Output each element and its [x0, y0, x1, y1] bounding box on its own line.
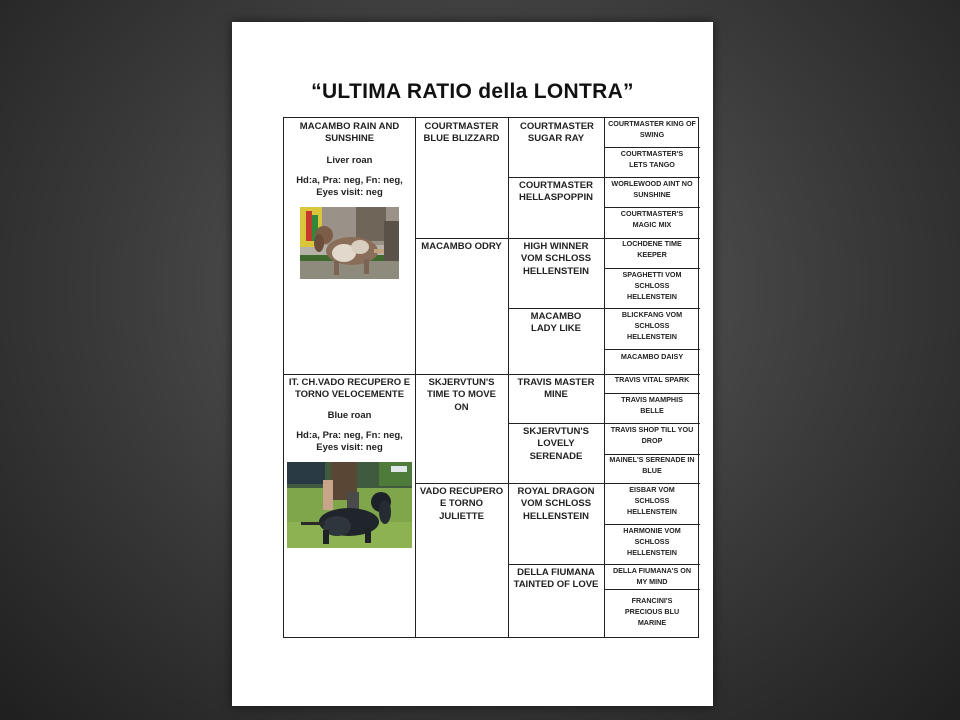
- row-divider: [604, 589, 700, 590]
- sire-health: Hd:a, Pra: neg, Fn: neg, Eyes visit: neg: [296, 175, 403, 199]
- row-divider: [415, 483, 700, 484]
- sire-color: Liver roan: [326, 155, 373, 166]
- gen4-ancestor: MAINEL'S SERENADE IN BLUE: [609, 455, 695, 475]
- gen4-ancestor: COURTMASTER KING OF SWING: [608, 119, 696, 139]
- row-divider: [604, 349, 700, 350]
- row-divider: [604, 207, 700, 208]
- gen3-ancestor: TRAVIS MASTER MINE: [517, 377, 595, 401]
- row-divider: [604, 393, 700, 394]
- gen3-ancestor: DELLA FIUMANA TAINTED OF LOVE: [513, 567, 599, 591]
- document-title: “ULTIMA RATIO della LONTRA”: [311, 80, 634, 103]
- dam-health: Hd:a, Pra: neg, Fn: neg, Eyes visit: neg: [296, 430, 403, 454]
- sire-name: MACAMBO RAIN AND SUNSHINE: [299, 121, 400, 145]
- gen3-ancestor: SKJERVTUN'S LOVELY SERENADE: [523, 426, 589, 462]
- row-divider: [508, 423, 700, 424]
- gen4-ancestor: HARMONIE VOM SCHLOSS HELLENSTEIN: [623, 526, 681, 557]
- gen3-ancestor: ROYAL DRAGON VOM SCHLOSS HELLENSTEIN: [517, 486, 595, 522]
- gen4-ancestor: COURTMASTER'S LETS TANGO: [620, 149, 684, 169]
- pedigree-document: [232, 22, 713, 706]
- gen4-ancestor: FRANCINI'S PRECIOUS BLU MARINE: [624, 596, 680, 627]
- gen4-ancestor: EISBAR VOM SCHLOSS HELLENSTEIN: [627, 485, 677, 516]
- gen4-ancestor: TRAVIS VITAL SPARK: [614, 375, 690, 384]
- gen3-ancestor: HIGH WINNER VOM SCHLOSS HELLENSTEIN: [520, 241, 592, 277]
- gen4-ancestor: BLICKFANG VOM SCHLOSS HELLENSTEIN: [621, 310, 683, 341]
- gen4-ancestor: MACAMBO DAISY: [620, 352, 684, 361]
- gen3-ancestor: MACAMBO LADY LIKE: [530, 311, 582, 335]
- row-divider: [508, 177, 700, 178]
- dam-name: IT. CH.VADO RECUPERO E TORNO VELOCEMENTE: [288, 377, 411, 401]
- dam-photo: [287, 462, 412, 548]
- gen4-ancestor: COURTMASTER'S MAGIC MIX: [620, 209, 684, 229]
- row-divider: [604, 268, 700, 269]
- dam-color: Blue roan: [327, 410, 372, 421]
- gen2-dam-dam: VADO RECUPERO E TORNO JULIETTE: [419, 486, 504, 522]
- gen4-ancestor: SPAGHETTI VOM SCHLOSS HELLENSTEIN: [622, 270, 682, 301]
- gen3-ancestor: COURTMASTER HELLASPOPPIN: [519, 180, 593, 204]
- row-divider: [604, 524, 700, 525]
- gen4-ancestor: LOCHDENE TIME KEEPER: [622, 239, 682, 259]
- row-divider: [508, 564, 700, 565]
- pedigree-table: [283, 117, 699, 638]
- gen4-ancestor: TRAVIS SHOP TILL YOU DROP: [610, 425, 694, 445]
- gen2-sire-dam: MACAMBO ODRY: [421, 241, 502, 252]
- gen2-dam-sire: SKJERVTUN'S TIME TO MOVE ON: [427, 377, 496, 413]
- gen4-ancestor: DELLA FIUMANA'S ON MY MIND: [612, 566, 692, 586]
- gen3-ancestor: COURTMASTER SUGAR RAY: [520, 121, 594, 145]
- gen4-ancestor: TRAVIS MAMPHIS BELLE: [621, 395, 683, 415]
- gen2-sire-sire: COURTMASTER BLUE BLIZZARD: [423, 121, 500, 145]
- row-divider: [604, 147, 700, 148]
- gen4-ancestor: WORLEWOOD AINT NO SUNSHINE: [611, 179, 693, 199]
- sire-photo: [300, 207, 399, 279]
- row-divider: [508, 308, 700, 309]
